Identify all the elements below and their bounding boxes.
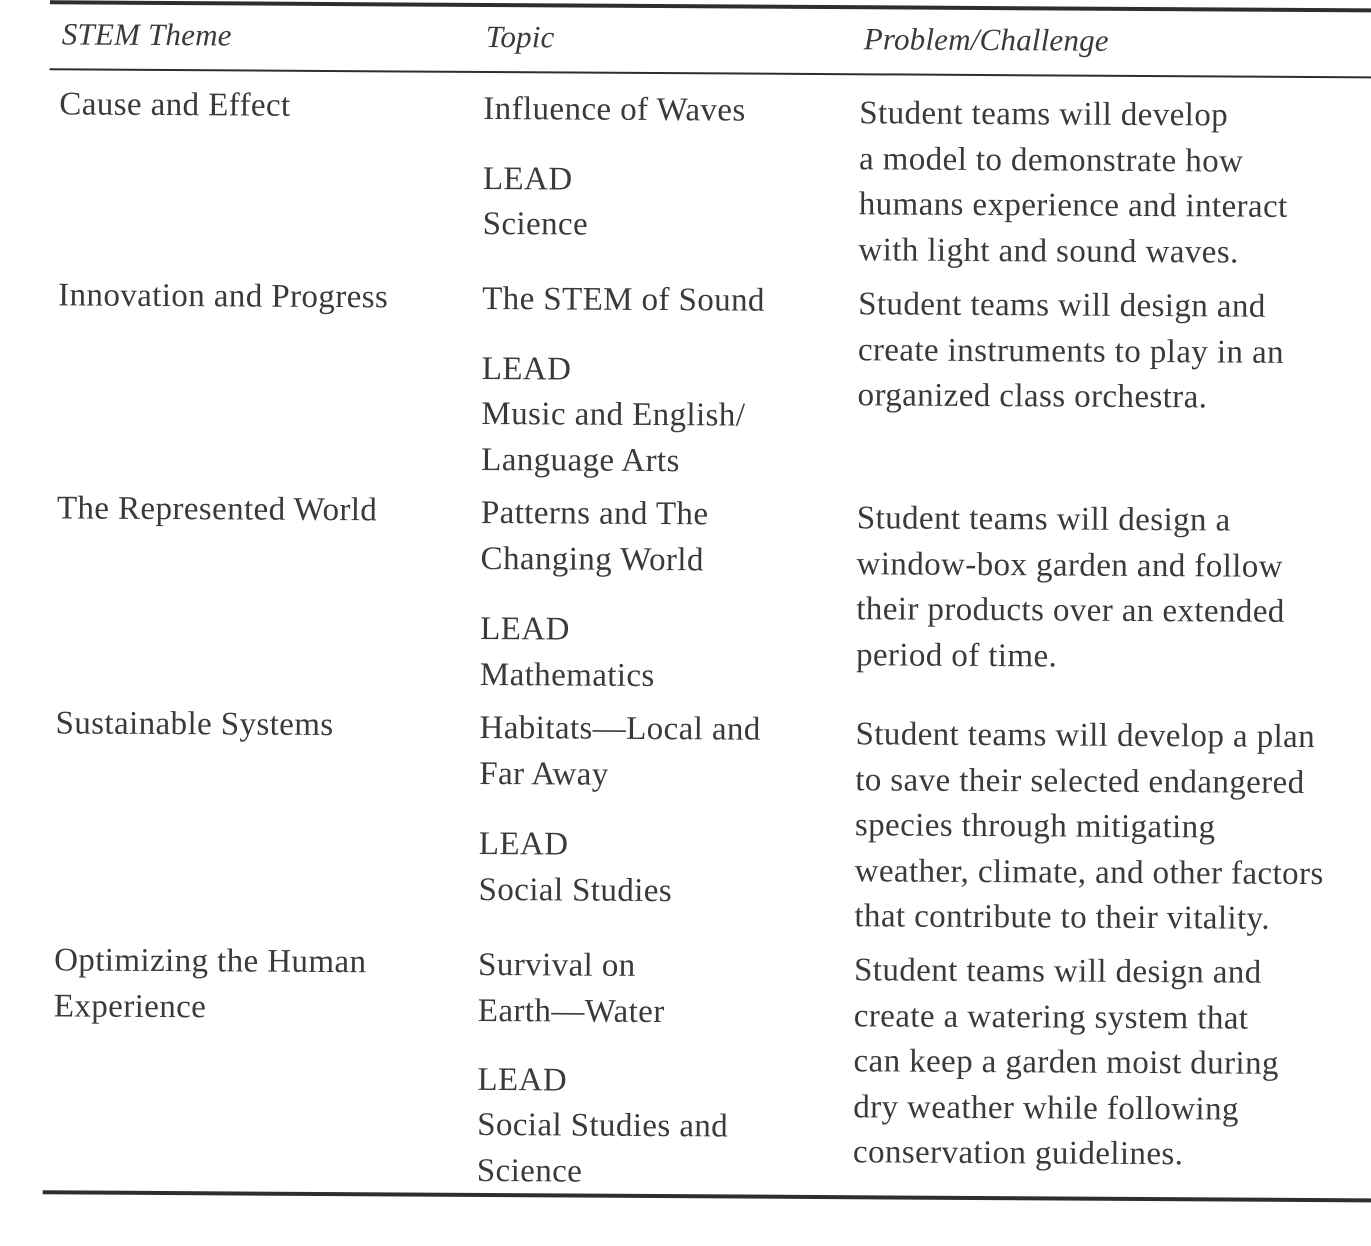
row-3-topic: Patterns and The Changing World <box>480 494 709 578</box>
row-1-lead-subject: Science <box>482 205 589 243</box>
row-2-problem: Student teams will design and create instruments to play in an organized class orchestra. <box>857 286 1285 416</box>
row-2-lead-subject: Music and English/ Language Arts <box>481 395 746 479</box>
row-1-topic: Influence of Waves <box>483 90 746 129</box>
row-5-lead-subject: Social Studies and Science <box>476 1106 729 1190</box>
row-2-topic: The STEM of Sound <box>482 280 766 319</box>
row-4-lead-subject: Social Studies <box>478 871 673 910</box>
row-5-theme: Optimizing the Human Experience <box>53 942 367 1025</box>
row-2-theme: Innovation and Progress <box>58 277 389 316</box>
row-4-theme: Sustainable Systems <box>55 705 334 744</box>
row-3-lead-subject: Mathematics <box>479 656 655 695</box>
row-5-problem: Student teams will design and create a watering system that can keep a garden moist during dry weather while following conservation guidelines. <box>852 952 1279 1173</box>
row-5-lead-label: LEAD <box>477 1061 568 1099</box>
row-3-lead-label: LEAD <box>480 610 570 648</box>
row-3-theme: The Represented World <box>56 490 378 529</box>
header-problem-challenge: Problem/Challenge <box>863 21 1109 58</box>
header-topic: Topic <box>485 18 555 55</box>
row-5-topic: Survival on Earth—Water <box>477 946 665 1030</box>
row-1-theme: Cause and Effect <box>59 86 291 124</box>
row-4-problem: Student teams will develop a plan to save their selected endangered species through mitigating weather, climate, and other factors that contribute to their vitality. <box>854 716 1324 937</box>
row-4-lead-label: LEAD <box>478 825 569 863</box>
header-rule <box>50 68 1371 78</box>
header-stem-theme: STEM Theme <box>61 16 232 53</box>
row-3-problem: Student teams will design a window-box garden and follow their products over an extended period of time. <box>855 500 1285 674</box>
row-1-problem: Student teams will develop a model to demonstrate how humans experience and interact with light and sound waves. <box>858 95 1288 271</box>
table-top-rule <box>50 0 1371 12</box>
row-4-topic: Habitats—Local and Far Away <box>479 709 761 793</box>
row-1-lead-label: LEAD <box>482 160 573 198</box>
row-2-lead-label: LEAD <box>481 350 572 388</box>
